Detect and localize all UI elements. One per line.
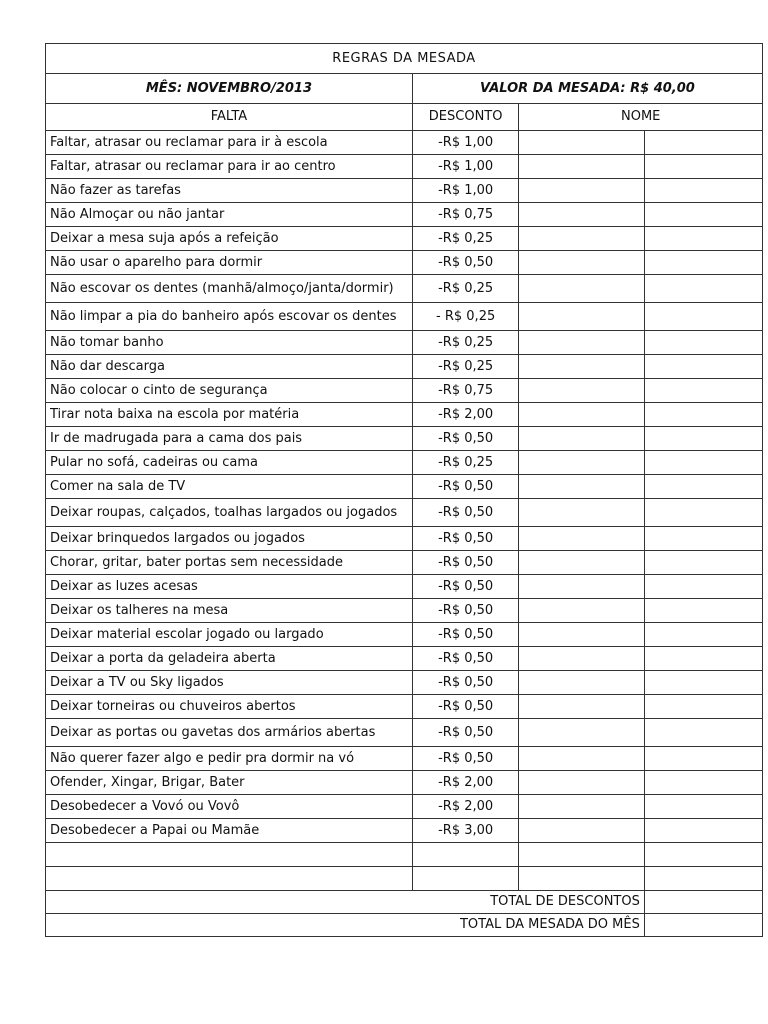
name-cell-1[interactable] [519,379,644,403]
rule-row [46,303,763,331]
name-cell-1[interactable] [519,427,644,451]
total-allowance-cell[interactable] [644,914,762,937]
name-cell-1[interactable] [519,179,644,203]
rule-discount: -R$ 0,50 [412,695,518,719]
name-cell-2[interactable] [644,475,762,499]
rule-row [46,623,763,647]
rule-row [46,379,763,403]
rule-row [46,499,763,527]
name-cell-2[interactable] [644,795,762,819]
name-cell-1[interactable] [519,719,644,747]
name-cell-1[interactable] [519,647,644,671]
rule-fault: Desobedecer a Papai ou Mamãe [46,819,413,843]
rule-fault: Não Almoçar ou não jantar [46,203,413,227]
name-cell-2[interactable] [644,719,762,747]
rule-discount: -R$ 0,50 [412,575,518,599]
rule-discount: -R$ 0,50 [412,427,518,451]
rule-fault: Não tomar banho [46,331,413,355]
name-cell-1[interactable] [519,819,644,843]
name-cell-1[interactable] [519,551,644,575]
name-cell-2[interactable] [644,179,762,203]
rule-discount: -R$ 2,00 [412,795,518,819]
fault-header: FALTA [46,104,413,131]
rule-fault: Desobedecer a Vovó ou Vovô [46,795,413,819]
name-cell-1[interactable] [519,131,644,155]
rule-row [46,695,763,719]
name-cell-2[interactable] [644,771,762,795]
name-cell-2[interactable] [644,403,762,427]
name-cell-2[interactable] [644,275,762,303]
rule-discount: -R$ 1,00 [412,155,518,179]
name-cell-1[interactable] [519,403,644,427]
rule-discount: -R$ 0,50 [412,671,518,695]
name-cell-2[interactable] [644,379,762,403]
rule-row [46,771,763,795]
name-cell-2[interactable] [644,499,762,527]
name-cell-1[interactable] [519,623,644,647]
rule-row [46,551,763,575]
name-cell-1[interactable] [519,203,644,227]
rule-fault: Faltar, atrasar ou reclamar para ir ao centro [46,155,413,179]
rule-discount: -R$ 0,50 [412,527,518,551]
name-cell-1[interactable] [519,331,644,355]
rule-discount: -R$ 2,00 [412,403,518,427]
rule-row [46,203,763,227]
rule-discount [412,867,518,891]
rule-row [46,867,763,891]
name-cell-2[interactable] [644,355,762,379]
rule-discount: -R$ 0,50 [412,623,518,647]
rule-fault: Deixar as luzes acesas [46,575,413,599]
name-cell-1[interactable] [519,499,644,527]
rule-fault: Deixar os talheres na mesa [46,599,413,623]
name-cell-2[interactable] [644,747,762,771]
name-cell-2[interactable] [644,671,762,695]
rule-discount: -R$ 0,50 [412,747,518,771]
allowance-rules-table [45,43,763,937]
rule-discount: - R$ 0,25 [412,303,518,331]
name-cell-2[interactable] [644,575,762,599]
rule-fault: Ofender, Xingar, Brigar, Bater [46,771,413,795]
rule-fault: Não dar descarga [46,355,413,379]
rule-discount: -R$ 0,50 [412,551,518,575]
rule-discount: -R$ 0,25 [412,275,518,303]
name-cell-2[interactable] [644,867,762,891]
name-cell-1[interactable] [519,155,644,179]
name-cell-1[interactable] [519,867,644,891]
name-cell-1[interactable] [519,599,644,623]
total-discounts-label: TOTAL DE DESCONTOS [46,891,645,914]
rule-row [46,527,763,551]
rule-discount: -R$ 2,00 [412,771,518,795]
name-cell-2[interactable] [644,647,762,671]
rule-fault: Ir de madrugada para a cama dos pais [46,427,413,451]
rule-row [46,355,763,379]
name-header: NOME [519,104,763,131]
rule-row [46,599,763,623]
rule-discount: -R$ 0,25 [412,331,518,355]
allowance-value-label: VALOR DA MESADA: R$ 40,00 [412,74,762,104]
name-cell-2[interactable] [644,251,762,275]
rule-fault: Deixar a porta da geladeira aberta [46,647,413,671]
rule-discount: -R$ 0,75 [412,203,518,227]
name-cell-2[interactable] [644,623,762,647]
rule-fault: Deixar brinquedos largados ou jogados [46,527,413,551]
rule-fault: Não fazer as tarefas [46,179,413,203]
rule-discount: -R$ 0,25 [412,355,518,379]
rule-row [46,647,763,671]
rule-fault [46,843,413,867]
name-cell-2[interactable] [644,331,762,355]
total-discounts-cell[interactable] [644,891,762,914]
name-cell-1[interactable] [519,355,644,379]
rule-fault: Deixar as portas ou gavetas dos armários abertas [46,719,413,747]
sheet-title: REGRAS DA MESADA [46,44,763,74]
name-cell-2[interactable] [644,819,762,843]
name-cell-1[interactable] [519,475,644,499]
rule-row [46,275,763,303]
rule-row [46,227,763,251]
rule-fault: Pular no sofá, cadeiras ou cama [46,451,413,475]
rule-discount [412,843,518,867]
name-cell-2[interactable] [644,203,762,227]
rule-fault: Deixar a mesa suja após a refeição [46,227,413,251]
name-cell-2[interactable] [644,155,762,179]
rule-row [46,179,763,203]
rule-discount: -R$ 0,25 [412,227,518,251]
discount-header: DESCONTO [412,104,518,131]
rule-discount: -R$ 0,50 [412,719,518,747]
rule-row [46,331,763,355]
name-cell-2[interactable] [644,227,762,251]
rule-fault: Chorar, gritar, bater portas sem necessidade [46,551,413,575]
name-cell-2[interactable] [644,131,762,155]
name-cell-1[interactable] [519,747,644,771]
name-cell-2[interactable] [644,527,762,551]
rule-discount: -R$ 3,00 [412,819,518,843]
rule-discount: -R$ 0,50 [412,499,518,527]
rule-row [46,747,763,771]
rule-fault: Deixar roupas, calçados, toalhas largados ou jogados [46,499,413,527]
name-cell-1[interactable] [519,695,644,719]
name-cell-1[interactable] [519,251,644,275]
name-cell-2[interactable] [644,843,762,867]
rule-fault [46,867,413,891]
rule-fault: Faltar, atrasar ou reclamar para ir à escola [46,131,413,155]
rule-fault: Não colocar o cinto de segurança [46,379,413,403]
rule-discount: -R$ 1,00 [412,131,518,155]
rule-discount: -R$ 0,75 [412,379,518,403]
rule-row [46,719,763,747]
name-cell-1[interactable] [519,575,644,599]
rule-row [46,131,763,155]
rule-fault: Deixar torneiras ou chuveiros abertos [46,695,413,719]
rule-row [46,671,763,695]
name-cell-1[interactable] [519,303,644,331]
rule-fault: Não querer fazer algo e pedir pra dormir na vó [46,747,413,771]
rule-fault: Não escovar os dentes (manhã/almoço/janta/dormir) [46,275,413,303]
rule-fault: Tirar nota baixa na escola por matéria [46,403,413,427]
name-cell-1[interactable] [519,527,644,551]
rule-discount: -R$ 1,00 [412,179,518,203]
rule-row [46,795,763,819]
rule-row [46,819,763,843]
name-cell-1[interactable] [519,671,644,695]
rule-row [46,403,763,427]
name-cell-1[interactable] [519,843,644,867]
name-cell-2[interactable] [644,599,762,623]
rule-row [46,451,763,475]
name-cell-1[interactable] [519,275,644,303]
rule-discount: -R$ 0,50 [412,599,518,623]
rule-row [46,251,763,275]
name-cell-2[interactable] [644,551,762,575]
name-cell-2[interactable] [644,303,762,331]
name-cell-1[interactable] [519,795,644,819]
rule-fault: Não usar o aparelho para dormir [46,251,413,275]
name-cell-2[interactable] [644,695,762,719]
name-cell-1[interactable] [519,227,644,251]
rule-fault: Deixar material escolar jogado ou largado [46,623,413,647]
rule-discount: -R$ 0,50 [412,251,518,275]
name-cell-2[interactable] [644,427,762,451]
name-cell-1[interactable] [519,771,644,795]
rule-fault: Deixar a TV ou Sky ligados [46,671,413,695]
rule-row [46,475,763,499]
rule-row [46,155,763,179]
month-label: MÊS: NOVEMBRO/2013 [46,74,413,104]
rule-fault: Comer na sala de TV [46,475,413,499]
rule-discount: -R$ 0,25 [412,451,518,475]
rule-discount: -R$ 0,50 [412,475,518,499]
rule-row [46,575,763,599]
rule-row [46,427,763,451]
name-cell-1[interactable] [519,451,644,475]
total-allowance-label: TOTAL DA MESADA DO MÊS [46,914,645,937]
rule-discount: -R$ 0,50 [412,647,518,671]
rule-row [46,843,763,867]
name-cell-2[interactable] [644,451,762,475]
rule-fault: Não limpar a pia do banheiro após escovar os dentes [46,303,413,331]
